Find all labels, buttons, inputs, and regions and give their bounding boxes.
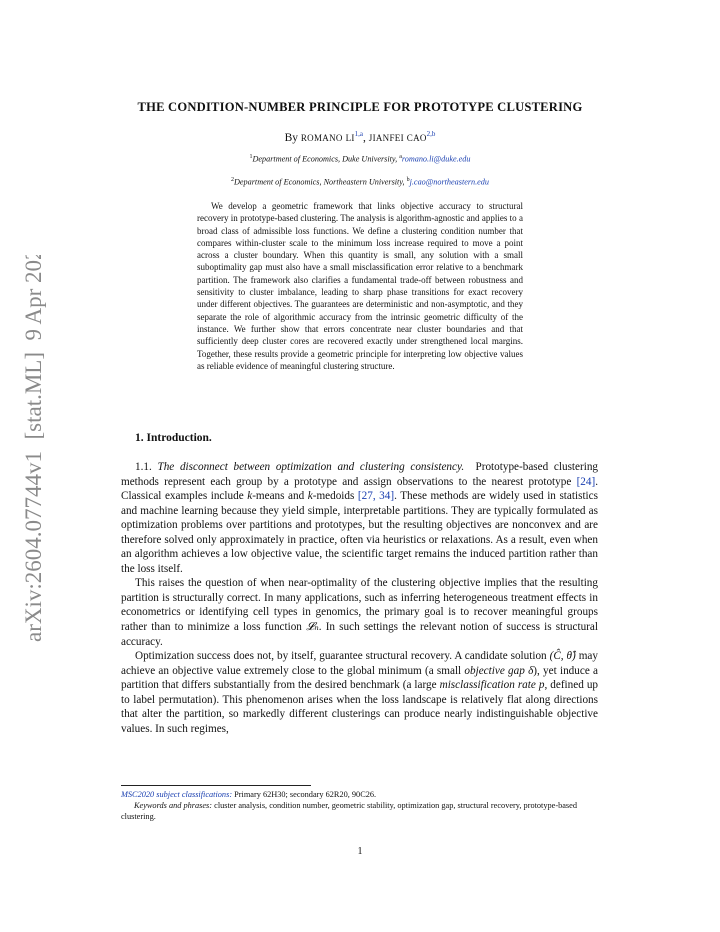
- footnote-msc: [121, 789, 598, 800]
- author-line: [0, 130, 720, 144]
- text-run: . Classical examples include: [121, 475, 598, 503]
- text-run: . In such settings the relevant notion of success is structural accuracy.: [121, 621, 598, 648]
- email-mark: b: [406, 177, 410, 183]
- paragraph: [121, 576, 598, 649]
- subsection-title: The disconnect between optimization and clustering consistency.: [157, 461, 465, 473]
- author-jianfei-cao: [369, 132, 436, 144]
- text-run: Prototype-based clustering methods represent each group by a prototype and assign observations to the nearest prototype: [121, 461, 599, 488]
- author-affiliation-mark[interactable]: 2,b: [426, 130, 436, 138]
- text-run: -means and: [252, 490, 308, 503]
- affiliation-text: Department of Economics, Duke University,: [252, 154, 400, 164]
- email-link[interactable]: j.cao@northeastern.edu: [409, 177, 489, 187]
- math-symbol: k: [247, 490, 253, 503]
- text-run: . These methods are widely used in statistics and machine learning because they yield simple, interpretable partitions. They are typically formulated as optimization problems over partitions and prototypes, but the resulting objectives are nonconvex and are therefore solved only approximately in practice, often via heuristics or relaxations. As a result, even when an algorithm achieves a low objective value, the scientific target remains the induced partition rather than the loss itself.: [121, 490, 598, 575]
- footnote-rule: [121, 785, 311, 786]
- affiliation-northeastern: [0, 177, 720, 187]
- keywords-text: cluster analysis, condition number, geometric stability, optimization gap, structural recovery, prototype-based clustering.: [121, 801, 577, 821]
- text-run: , defined up to label permutation). This phenomenon arises when the loss landscape is relatively flat along directions that alter the partition, so markedly different clusterings can produce nearly indistinguishable objective values. In such regimes,: [121, 679, 599, 735]
- paper-title: THE CONDITION-NUMBER PRINCIPLE FOR PROTOTYPE CLUSTERING: [137, 100, 583, 114]
- arxiv-identifier-text: arXiv:2604.07744v1 [stat.ML] 9 Apr 2026: [21, 255, 46, 642]
- introduction-body: [121, 460, 598, 736]
- citation-link[interactable]: [24]: [576, 475, 596, 488]
- footnote-keywords: [121, 800, 598, 822]
- emphasis: objective gap δ: [464, 664, 534, 677]
- author-affiliation-mark[interactable]: 1,a: [354, 130, 364, 138]
- text-run: -medoids: [312, 490, 358, 503]
- page-number: 1: [357, 846, 363, 857]
- author-separator: ,: [363, 131, 366, 144]
- math-symbol: k: [307, 490, 313, 503]
- affiliation-text: Department of Economics, Northeastern University,: [234, 177, 407, 187]
- affiliation-duke: [0, 154, 720, 164]
- by-word: By: [284, 131, 298, 144]
- subsection-number: 1.1.: [135, 461, 152, 473]
- author-first-name: ROMANO: [300, 132, 343, 143]
- emphasis: misclassification rate p: [439, 679, 545, 692]
- paragraph: [121, 649, 598, 736]
- affiliation-number: 1: [249, 154, 253, 160]
- author-first-name: JIANFEI: [368, 132, 404, 143]
- text-run: Optimization success does not, by itself, guarantee structural recovery. A candidate solution: [135, 650, 550, 663]
- email-link[interactable]: romano.li@duke.edu: [401, 154, 471, 164]
- author-romano-li: [301, 132, 363, 144]
- affiliation-number: 2: [231, 177, 234, 183]
- citation-link[interactable]: [27, 34]: [357, 490, 395, 503]
- text-run: This raises the question of when near-optimality of the clustering objective implies that the resulting partition is structurally correct. In many applications, such as inferring heterogeneous treatment effects in econometrics or identifying cell types in genomics, the primary goal is to recover meaningful groups rather than to minimize a loss function: [121, 577, 598, 634]
- section-heading: 1. Introduction.: [135, 432, 212, 444]
- author-last-name: LI: [345, 132, 355, 143]
- math-symbol: (Ĉ, θ̂): [549, 650, 576, 663]
- abstract: We develop a geometric framework that links objective accuracy to structural recovery in prototype-based clustering. The analysis is algorithm-agnostic and applies to a broad class of admissible loss functions. We define a clustering condition number that compares within-cluster scale to the minimum loss increase required to move a point across a cluster boundary. When this quantity is small, any solution with a small suboptimality gap must also have a small misclassification error relative to a benchmark partition. The framework also clarifies a fundamental trade-off between robustness and sensitivity to cluster imbalance, leading to sharp phase transitions for exact recovery under different objectives. The guarantees are deterministic and non-asymptotic, and they separate the role of algorithmic accuracy from the intrinsic geometric difficulty of the instance. We further show that errors concentrate near cluster boundaries and that sufficiently deep cluster cores are recovered exactly under strengthened local margins. Together, these results provide a geometric principle for interpreting low objective values as reliable evidence of meaningful clustering structure.: [197, 201, 523, 371]
- text-run: may achieve an objective value extremely close to the global minimum (a small: [121, 650, 598, 677]
- text-run: ), yet induce a partition that differs substantially from the desired benchmark (a large: [121, 664, 599, 692]
- msc-text: Primary 62H30; secondary 62R20, 90C26.: [232, 790, 377, 799]
- email-mark: a: [399, 154, 402, 160]
- keywords-label: Keywords and phrases:: [134, 801, 213, 810]
- paragraph: [121, 460, 598, 576]
- math-symbol: 𝓛ₙ: [306, 621, 319, 634]
- author-last-name: CAO: [406, 132, 427, 143]
- arxiv-identifier-stamp: [8, 255, 56, 645]
- msc-label-link[interactable]: MSC2020 subject classifications:: [121, 790, 233, 799]
